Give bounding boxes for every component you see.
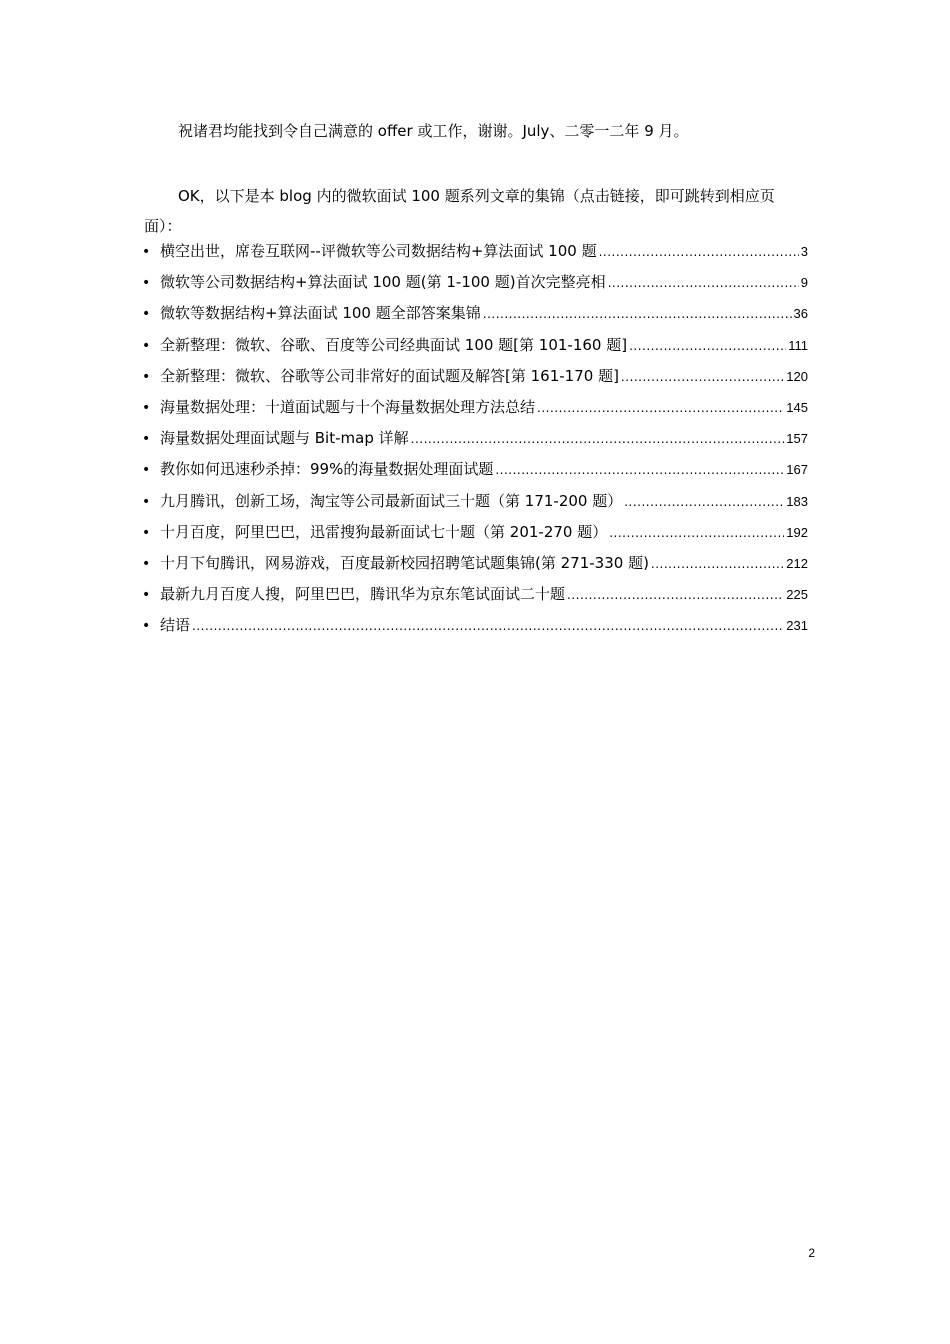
bullet-icon: •: [142, 244, 151, 260]
toc-entry-title[interactable]: 全新整理：微软、谷歌、百度等公司经典面试 100 题[第 101-160 题]: [160, 335, 628, 354]
toc-entry[interactable]: [142, 396, 808, 427]
toc-entry[interactable]: [142, 521, 808, 552]
toc-entry-title[interactable]: 九月腾讯，创新工场，淘宝等公司最新面试三十题（第 171-200 题）: [160, 491, 623, 510]
toc-entry[interactable]: [142, 552, 808, 583]
bullet-icon: •: [142, 306, 151, 323]
toc-entry-page: 145: [786, 399, 808, 415]
toc-entry[interactable]: [142, 458, 808, 489]
bullet-icon: •: [142, 493, 151, 510]
dot-leader: [192, 619, 784, 633]
dot-leader: [609, 526, 784, 540]
toc-entry[interactable]: [142, 490, 808, 521]
toc-entry-page: 3: [800, 244, 808, 259]
dot-leader: [483, 307, 792, 321]
toc-entry-page: 120: [786, 368, 808, 384]
toc-entry-title[interactable]: 海量数据处理面试题与 Bit-map 详解: [160, 429, 409, 448]
toc-entry[interactable]: [142, 614, 808, 645]
toc-entry[interactable]: [142, 365, 808, 396]
toc-entry-title[interactable]: 十月百度，阿里巴巴，迅雷搜狗最新面试七十题（第 201-270 题）: [160, 522, 608, 541]
dot-leader: [608, 276, 799, 290]
intro-paragraph: OK，以下是本 blog 内的微软面试 100 题系列文章的集锦（点击链接，即可跳转到相应页面）：: [144, 187, 775, 235]
page-number: 2: [808, 1246, 815, 1260]
bullet-icon: •: [142, 618, 151, 635]
toc-entry-page: 157: [786, 431, 808, 447]
table-of-contents: [142, 240, 808, 645]
dot-leader: [495, 463, 784, 477]
toc-entry-title[interactable]: 最新九月百度人搜，阿里巴巴，腾讯华为京东笔试面试二十题: [160, 585, 566, 604]
toc-entry-title[interactable]: 教你如何迅速秒杀掉：99%的海量数据处理面试题: [160, 460, 494, 479]
dot-leader: [537, 401, 784, 415]
bullet-icon: •: [142, 555, 151, 572]
toc-entry[interactable]: [142, 271, 808, 302]
bullet-icon: •: [142, 431, 151, 448]
toc-entry-page: 225: [786, 587, 808, 603]
toc-entry-title[interactable]: 十月下旬腾讯，网易游戏，百度最新校园招聘笔试题集锦(第 271-330 题): [160, 553, 649, 572]
bullet-icon: •: [142, 587, 151, 604]
bullet-icon: •: [142, 462, 151, 479]
dot-leader: [651, 557, 784, 571]
toc-entry-title[interactable]: 海量数据处理：十道面试题与十个海量数据处理方法总结: [160, 397, 536, 416]
toc-entry-page: 231: [786, 618, 808, 634]
toc-entry-title[interactable]: 全新整理：微软、谷歌等公司非常好的面试题及解答[第 161-170 题]: [160, 366, 619, 385]
bullet-icon: •: [142, 337, 151, 354]
toc-entry-title[interactable]: 横空出世，席卷互联网--评微软等公司数据结构+算法面试 100 题: [160, 242, 597, 260]
toc-entry-title[interactable]: 微软等数据结构+算法面试 100 题全部答案集锦: [160, 304, 481, 323]
bullet-icon: •: [142, 368, 151, 385]
toc-entry-title[interactable]: 结语: [160, 616, 191, 635]
toc-entry-page: 36: [793, 306, 808, 322]
dot-leader: [567, 588, 784, 602]
toc-entry-page: 212: [786, 555, 808, 571]
dot-leader: [624, 495, 784, 509]
dot-leader: [411, 432, 785, 446]
closing-paragraph: 祝诸君均能找到令自己满意的 offer 或工作，谢谢。July、二零一二年 9 月。: [178, 122, 689, 140]
toc-entry-page: 9: [800, 275, 808, 291]
dot-leader: [599, 245, 799, 259]
dot-leader: [621, 370, 784, 384]
bullet-icon: •: [142, 524, 151, 541]
toc-entry[interactable]: [142, 240, 808, 271]
toc-entry-page: 167: [786, 462, 808, 478]
toc-entry-page: 192: [786, 524, 808, 540]
bullet-icon: •: [142, 399, 151, 416]
toc-entry[interactable]: [142, 302, 808, 333]
dot-leader: [629, 339, 786, 353]
toc-entry-page: 183: [786, 493, 808, 509]
toc-entry[interactable]: [142, 583, 808, 614]
toc-entry-title[interactable]: 微软等公司数据结构+算法面试 100 题(第 1-100 题)首次完整亮相: [160, 273, 606, 292]
bullet-icon: •: [142, 275, 151, 292]
toc-entry-page: 111: [788, 337, 808, 353]
toc-entry[interactable]: [142, 334, 808, 365]
toc-entry[interactable]: [142, 427, 808, 458]
